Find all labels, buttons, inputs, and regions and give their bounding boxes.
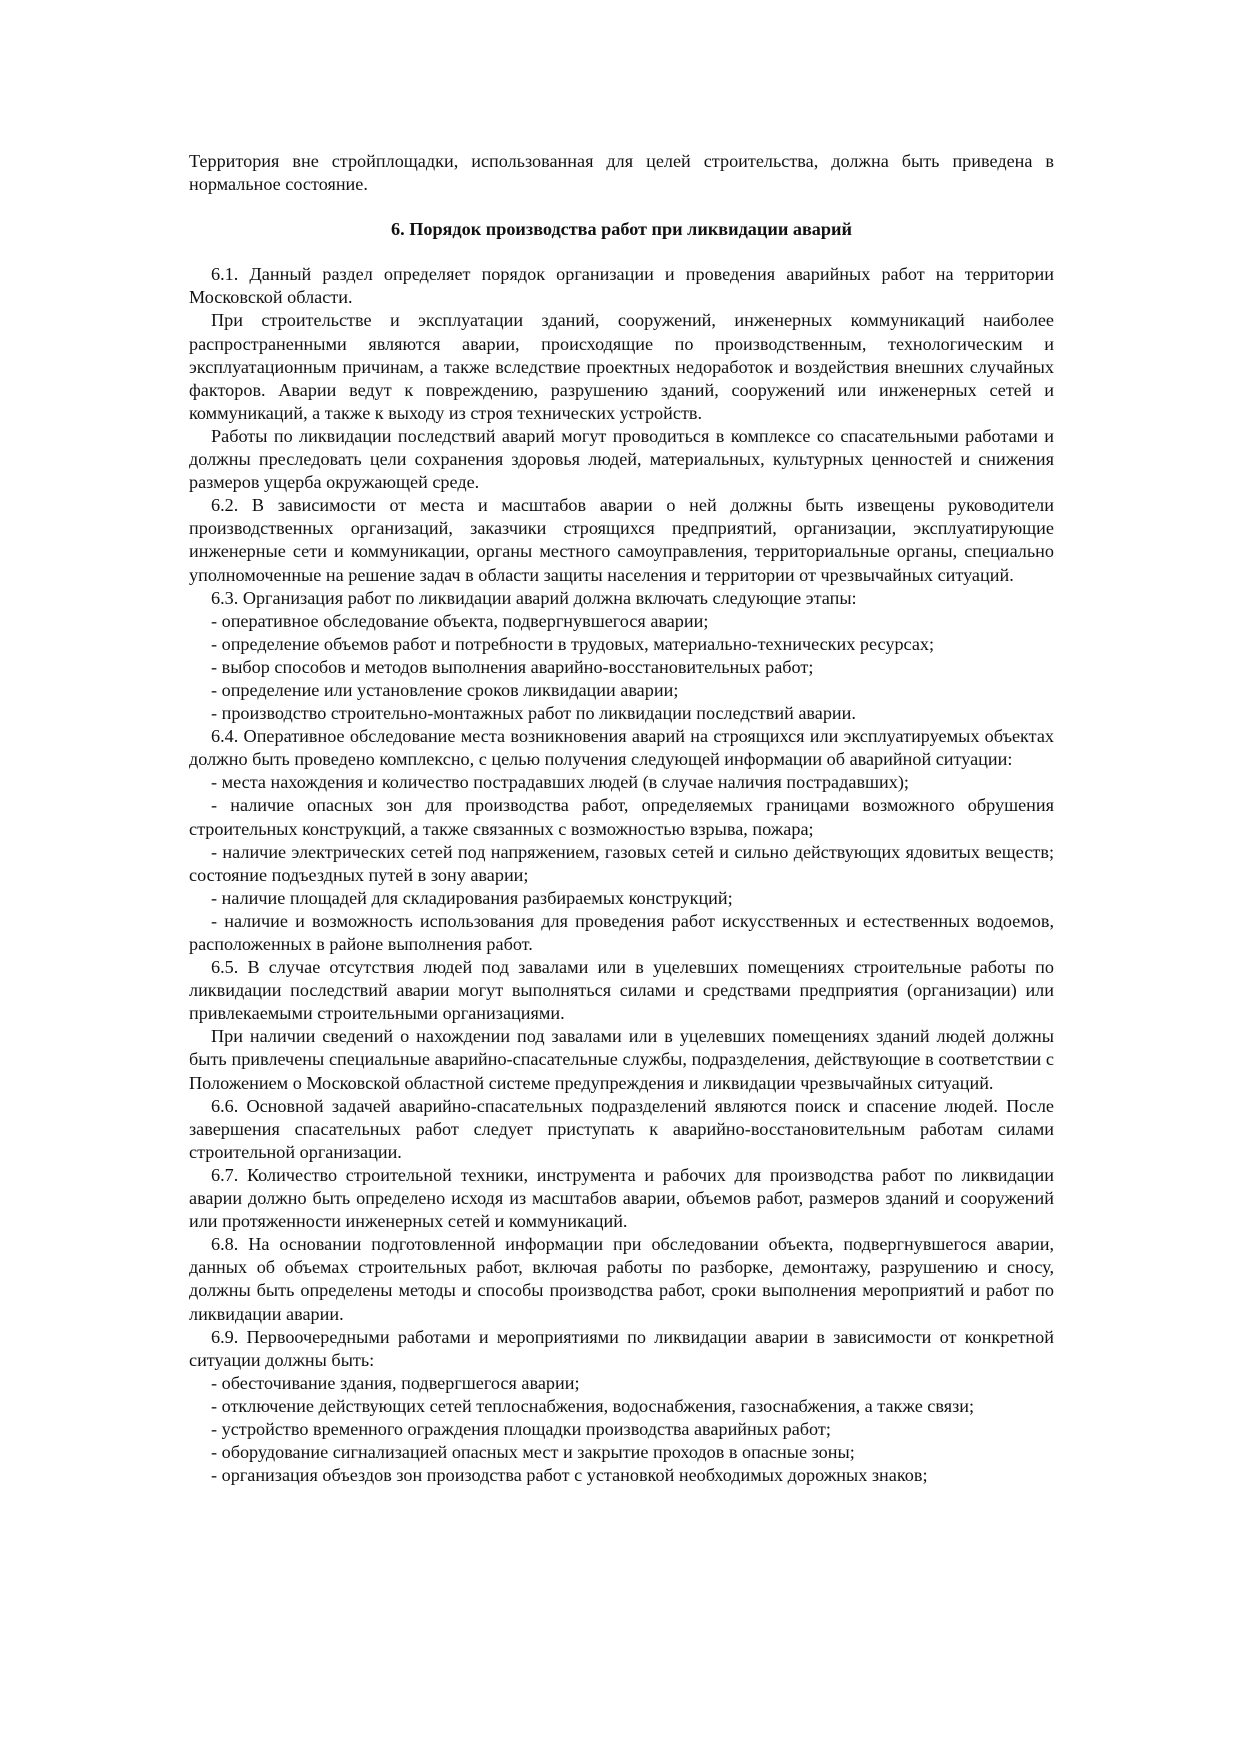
list-item: - оборудование сигнализацией опасных мест и закрытие проходов в опасные зоны; [211,1442,855,1463]
body-paragraph: 6.5. В случае отсутствия людей под завалами или в уцелевших помещениях строительные работы по ликвидации последствий аварии могут выполняться силами и средствами предприятия (организации) или привлекаемыми строительными организациями. [189,957,1054,1024]
list-item: - организация объездов зон произодства работ с установкой необходимых дорожных знаков; [211,1465,928,1486]
intro-paragraph: Территория вне стройплощадки, использованная для целей строительства, должна быть приведена в нормальное состояние. [189,151,1054,195]
body-paragraph: 6.7. Количество строительной техники, инструмента и рабочих для производства работ по ликвидации аварии должно быть определено исходя из масштабов аварии, объемов работ, размеров зданий и сооружений или протяженности инженерных сетей и коммуникаций. [189,1164,1054,1232]
list-item: - производство строительно-монтажных работ по ликвидации последствий аварии. [211,703,856,724]
body-paragraph: 6.2. В зависимости от места и масштабов аварии о ней должны быть извещены руководители производственных организаций, заказчики строящихся предприятий, организации, эксплуатирующие инженерные сети и коммуникации, органы местного самоуправления, территориальные органы, специально уполномоченные на решение задач в области защиты населения и территории от чрезвычайных ситуаций. [189,495,1054,585]
document-page [189,150,1054,1487]
list-item: - наличие площадей для складирования разбираемых конструкций; [211,887,733,908]
list-item: - обесточивание здания, подвергшегося аварии; [211,1372,580,1393]
list-item: - оперативное обследование объекта, подвергнувшегося аварии; [211,610,709,631]
list-item: - наличие опасных зон для производства работ, определяемых границами возможного обрушения строительных конструкций, а также связанных с возможностью взрыва, пожара; [189,795,1054,839]
list-item: - наличие и возможность использования для проведения работ искусственных и естественных водоемов, расположенных в районе выполнения работ. [189,910,1054,954]
list-item: - места нахождения и количество пострадавших людей (в случае наличия пострадавших); [211,772,909,793]
section-body [189,263,1054,1487]
body-paragraph: 6.6. Основной задачей аварийно-спасательных подразделений являются поиск и спасение людей. После завершения спасательных работ следует приступать к аварийно-восстановительным работам силами строительной организации. [189,1095,1054,1162]
list-item: - выбор способов и методов выполнения аварийно-восстановительных работ; [211,656,814,677]
list-item: - наличие электрических сетей под напряжением, газовых сетей и сильно действующих ядовитых веществ; состояние подъездных путей в зону аварии; [189,841,1054,885]
body-paragraph: 6.9. Первоочередными работами и мероприятиями по ликвидации аварии в зависимости от конкретной ситуации должны быть: [189,1326,1054,1370]
list-item: - определение или установление сроков ликвидации аварии; [211,679,679,700]
list-item: - определение объемов работ и потребности в трудовых, материально-технических ресурсах; [211,633,935,654]
body-paragraph: 6.1. Данный раздел определяет порядок организации и проведения аварийных работ на территории Московской области. [189,264,1054,308]
list-item: - устройство временного ограждения площадки производства аварийных работ; [211,1418,831,1439]
body-paragraph: 6.4. Оперативное обследование места возникновения аварий на строящихся или эксплуатируемых объектах должно быть проведено комплексно, с целью получения следующей информации об аварийной ситуации: [189,726,1054,770]
body-paragraph: 6.3. Организация работ по ликвидации аварий должна включать следующие этапы: [211,587,857,608]
body-paragraph: При строительстве и эксплуатации зданий, сооружений, инженерных коммуникаций наиболее распространенными являются аварии, происходящие по производственным, технологическим и эксплуатационным причинам, а также вследствие проектных недоработок и воздействия внешних случайных факторов. Аварии ведут к повреждению, разрушению зданий, сооружений или инженерных сетей и коммуникаций, а также к выходу из строя технических устройств. [189,310,1054,423]
body-paragraph: Работы по ликвидации последствий аварий могут проводиться в комплексе со спасательными работами и должны преследовать цели сохранения здоровья людей, материальных, культурных ценностей и снижения размеров ущерба окружающей среде. [189,425,1054,493]
section-title: 6. Порядок производства работ при ликвидации аварий [391,219,852,240]
body-paragraph: 6.8. На основании подготовленной информации при обследовании объекта, подвергнувшегося аварии, данных об объемах строительных работ, включая работы по разборке, демонтажу, разрушению и сносу, должны быть определены методы и способы производства работ, сроки выполнения мероприятий и работ по ликвидации аварии. [189,1234,1054,1324]
body-paragraph: При наличии сведений о нахождении под завалами или в уцелевших помещениях зданий людей должны быть привлечены специальные аварийно-спасательные службы, подразделения, действующие в соответствии с Положением о Московской областной системе предупреждения и ликвидации чрезвычайных ситуаций. [189,1026,1054,1093]
list-item: - отключение действующих сетей теплоснабжения, водоснабжения, газоснабжения, а также связи; [211,1395,975,1416]
